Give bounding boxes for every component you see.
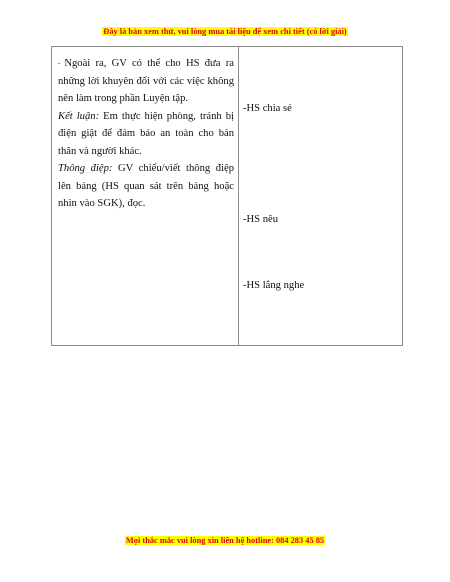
message-label: Thông điệp: [58, 163, 113, 175]
preview-watermark-banner [0, 27, 450, 36]
hotline-banner [0, 536, 450, 545]
conclusion-paragraph [58, 108, 234, 161]
message-paragraph [58, 160, 234, 213]
advice-paragraph [58, 55, 234, 108]
bullet-dash: - [58, 59, 61, 67]
advice-text: Ngoài ra, GV có thể cho HS đưa ra những lời khuyên đối với các việc không nên làm trong phần Luyện tập. [58, 58, 234, 105]
conclusion-label: Kết luận: [58, 110, 100, 122]
student-activity-cell [239, 47, 403, 346]
student-note-listen: -HS lắng nghe [243, 280, 305, 291]
student-note-state: -HS nêu [243, 214, 279, 225]
table-row [52, 47, 403, 346]
preview-watermark-text: Đây là bản xem thử, vui lòng mua tài liệu để xem chi tiết (có lời giải) [103, 27, 347, 36]
student-note-share: -HS chia sẻ [243, 103, 292, 114]
conclusion-text: Em thực hiện phòng, tránh bị điện giật để đảm bảo an toàn cho bản thân và người khác. [58, 110, 234, 157]
hotline-text: Mọi thắc mắc vui lòng xin liên hệ hotline: 084 283 45 85 [125, 536, 325, 545]
lesson-table [51, 46, 403, 346]
teacher-activity-cell [52, 47, 239, 346]
teacher-activity-content [52, 47, 238, 213]
message-text: GV chiếu/viết thông điệp lên bảng (HS quan sát trên bảng hoặc nhìn vào SGK), đọc. [58, 163, 235, 210]
